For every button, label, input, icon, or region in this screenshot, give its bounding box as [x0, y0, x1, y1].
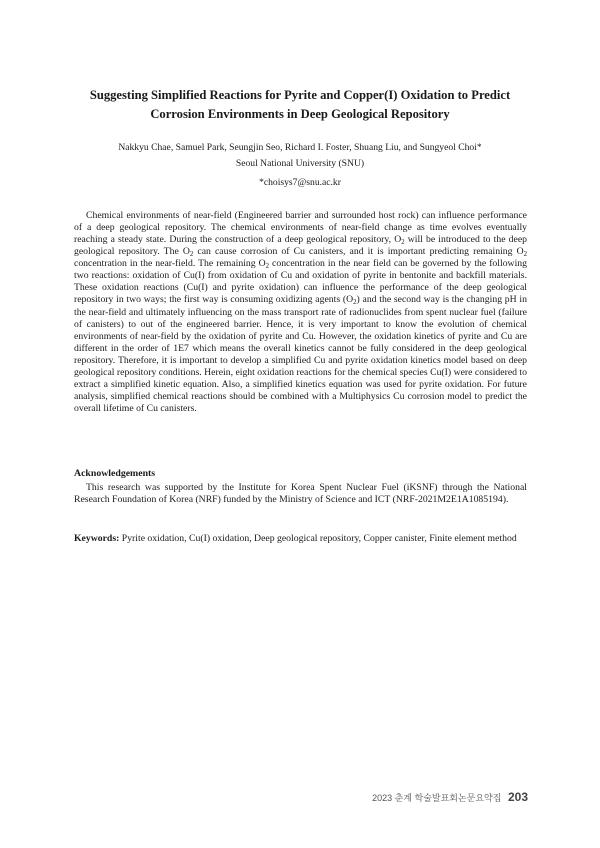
abstract-text-6: ) and the second way is the changing pH in the near-field and ultimately influencing on the mass transport rate of radionuclides from spent nuclear fuel (failure of canisters) to out of the engineered barrier. Hence, it is very important to know the evolution of chemical environments of near-field by the oxidation of pyrite and Cu. However, the oxidation kinetics of pyrite and Cu are different in the order of 1E7 which means the overall kinetics cannot be fully considered in the deep geological repository. Therefore, it is important to develop a simplified Cu and pyrite oxidation kinetics model based on deep geological repository conditions. Herein, eight oxidation reactions for the chemical species Cu(I) were considered to extract a simplified kinetic equation. Also, a simplified kinetics equation was used for pyrite oxidation. For future analysis, simplified chemical reactions should be combined with a Multiphysics Cu corrosion model to predict the overall lifetime of Cu canisters. — [74, 294, 527, 414]
proceedings-title: 2023 춘계 학술발표회논문요약집 — [372, 793, 502, 803]
paper-title — [60, 86, 540, 124]
title-line-2: Corrosion Environments in Deep Geological Repository — [150, 107, 450, 121]
abstract-text-1: Chemical environments of near-field (Engineered barrier and surrounded host rock) can influence performance of a deep geological repository. The chemical environments of near-field change as time evolves eventually reaching a steady state. During the construction of a deep geological repository, O — [74, 210, 527, 246]
keywords-text: Pyrite oxidation, Cu(I) oxidation, Deep geological repository, Copper canister, Finite element method — [119, 533, 517, 544]
abstract-body — [74, 210, 527, 415]
acknowledgements-body: This research was supported by the Institute for Korea Spent Nuclear Fuel (iKSNF) through the National Research Foundation of Korea (NRF) funded by the Ministry of Science and ICT (NRF-2021M2E1A1085194). — [74, 482, 527, 506]
subscript-2: 2 — [265, 263, 270, 271]
abstract-paragraph — [74, 210, 527, 415]
page-footer — [372, 790, 528, 804]
affiliation: Seoul National University (SNU) — [235, 158, 365, 169]
subscript-2: 2 — [353, 299, 357, 307]
page-number: 203 — [507, 790, 528, 804]
acknowledgements-heading: Acknowledgements — [74, 468, 156, 479]
keywords-label: Keywords: — [74, 533, 120, 544]
subscript-2: 2 — [189, 251, 194, 259]
keywords — [74, 533, 527, 545]
subscript-2: 2 — [523, 251, 527, 259]
corresponding-email: *choisys7@snu.ac.kr — [259, 177, 341, 188]
subscript-2: 2 — [401, 239, 405, 247]
abstract-text-2: will be introduced to the deep geological repository. The O — [74, 234, 527, 258]
abstract-text-5: concentration in the near field can be governed by the following two reactions: oxidation of Cu(I) from oxidation of Cu and oxidation of pyrite in bentonite and backfill materials. These oxidation reactions (Cu(I) and pyrite oxidation) can influence the performance of the deep geological repository in two ways; the first way is consuming oxidizing agents (O — [74, 258, 527, 306]
abstract-text-3: can cause corrosion of Cu canisters, and it is important predicting remaining O — [193, 246, 524, 258]
abstract-text-4: concentration in the near-field. The remaining O — [74, 258, 266, 270]
author-list: Nakkyu Chae, Samuel Park, Seungjin Seo, Richard I. Foster, Shuang Liu, and Sungyeol Choi* — [118, 142, 482, 153]
title-line-1: Suggesting Simplified Reactions for Pyrite and Copper(I) Oxidation to Predict — [89, 88, 511, 102]
